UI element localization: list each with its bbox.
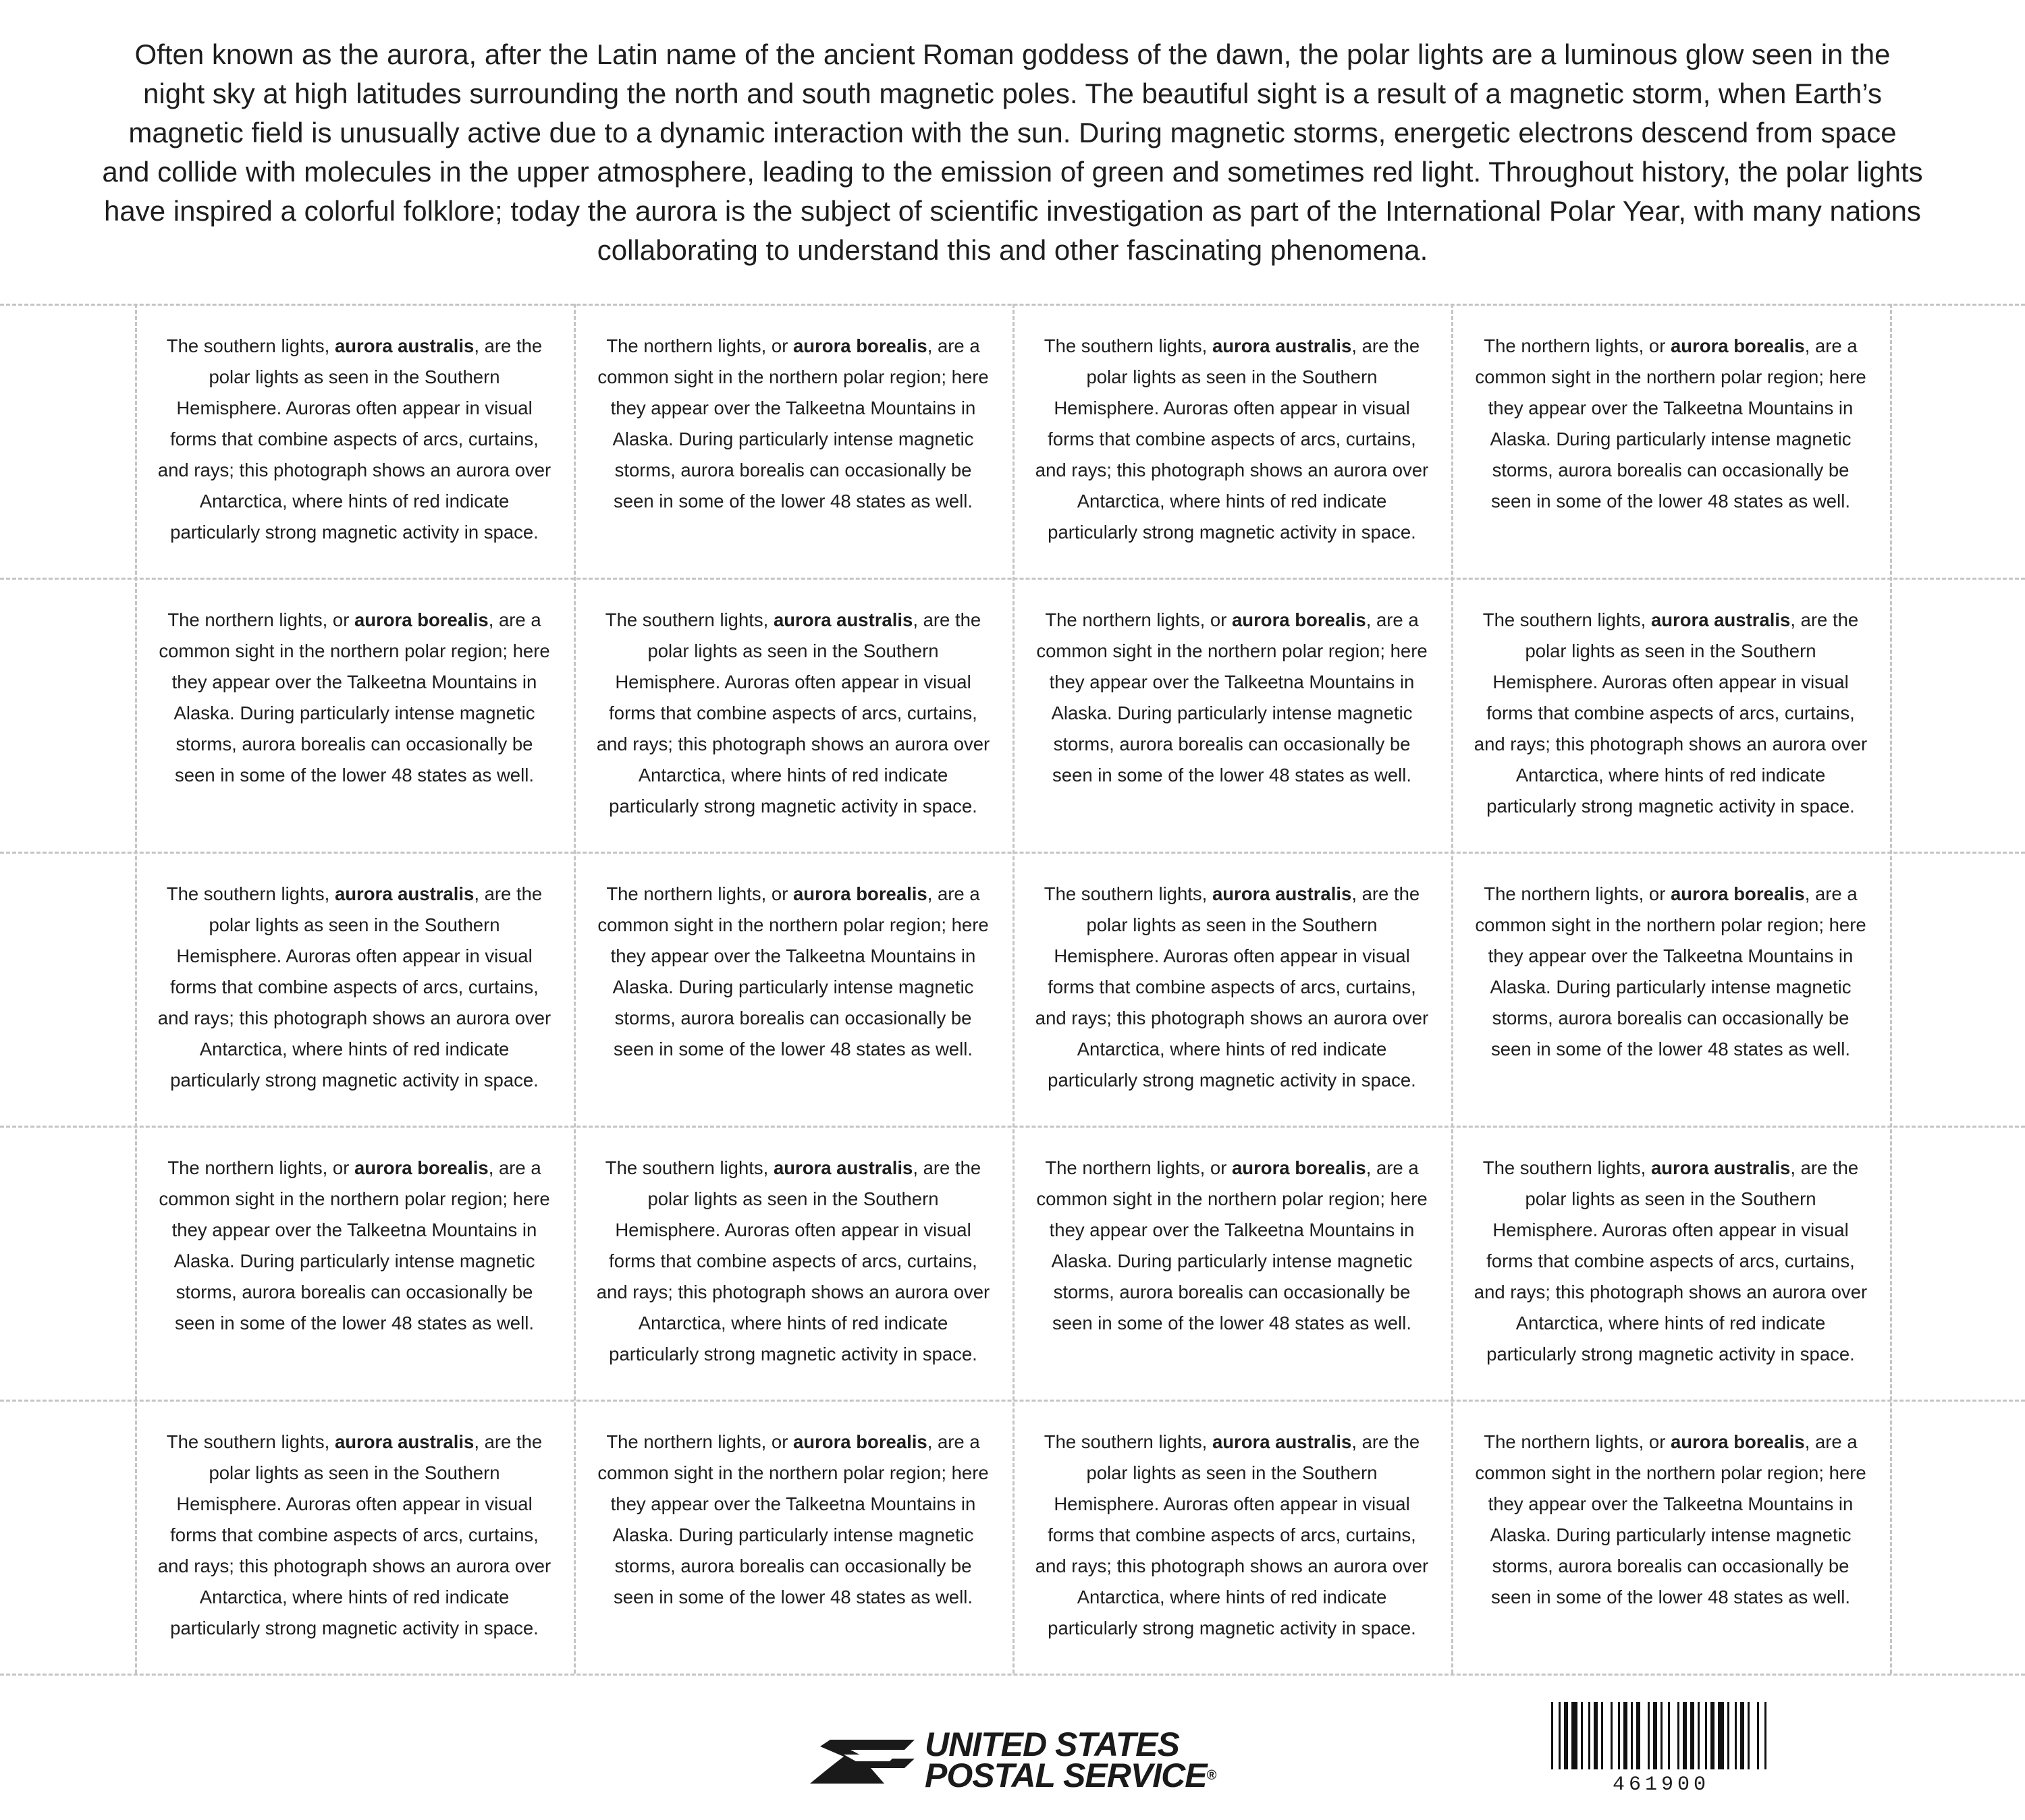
barcode-bar xyxy=(1683,1702,1687,1769)
caption-text: The southern lights, xyxy=(1482,1157,1651,1178)
caption-text: , are the polar lights as seen in the Southern Hemisphere. Auroras often appear in visual forms that combine aspects of arcs, curtains, and rays; this photograph shows an aurora over Antarctica, where hints of red indicate particularly strong magnetic activity in space. xyxy=(1474,1157,1868,1364)
caption-text: , are the polar lights as seen in the Southern Hemisphere. Auroras often appear in visual forms that combine aspects of arcs, curtains, and rays; this photograph shows an aurora over Antarctica, where hints of red indicate particularly strong magnetic activity in space. xyxy=(1035,1431,1429,1638)
caption-text: , are the polar lights as seen in the Southern Hemisphere. Auroras often appear in visual forms that combine aspects of arcs, curtains, and rays; this photograph shows an aurora over Antarctica, where hints of red indicate particularly strong magnetic activity in space. xyxy=(157,1431,551,1638)
caption-bold-term: aurora australis xyxy=(334,1431,475,1452)
caption-text: The southern lights, xyxy=(166,883,335,904)
perforation-line xyxy=(1890,304,1892,1674)
stamp-caption-cell xyxy=(1013,304,1451,578)
caption-borealis xyxy=(155,1153,554,1339)
stamp-caption-cell xyxy=(574,578,1013,852)
stamp-caption-cell xyxy=(1451,1126,1890,1400)
usps-eagle-icon xyxy=(803,1726,918,1794)
caption-text: , are a common sight in the northern polar region; here they appear over the Talkeetna Mountains in Alaska. During particularly intense magnetic storms, aurora borealis can occasionally be seen in some of the lower 48 states as well. xyxy=(1475,1431,1866,1607)
stamp-caption-cell xyxy=(1451,1400,1890,1674)
caption-borealis xyxy=(1472,1427,1870,1613)
caption-text: The northern lights, or xyxy=(1045,609,1232,630)
caption-text: , are a common sight in the northern polar region; here they appear over the Talkeetna Mountains in Alaska. During particularly intense magnetic storms, aurora borealis can occasionally be seen in some of the lower 48 states as well. xyxy=(1475,335,1866,512)
caption-text: , are the polar lights as seen in the Southern Hemisphere. Auroras often appear in visual forms that combine aspects of arcs, curtains, and rays; this photograph shows an aurora over Antarctica, where hints of red indicate particularly strong magnetic activity in space. xyxy=(596,1157,990,1364)
barcode-bar xyxy=(1594,1702,1598,1769)
caption-australis xyxy=(155,879,554,1096)
barcode-bar xyxy=(1677,1702,1679,1769)
stamp-caption-cell xyxy=(1013,1126,1451,1400)
caption-text: The southern lights, xyxy=(605,1157,774,1178)
barcode-number: 461900 xyxy=(1612,1773,1710,1796)
caption-text: , are a common sight in the northern polar region; here they appear over the Talkeetna Mountains in Alaska. During particularly intense magnetic storms, aurora borealis can occasionally be seen in some of the lower 48 states as well. xyxy=(597,335,989,512)
caption-borealis xyxy=(1033,1153,1431,1339)
caption-bold-term: aurora borealis xyxy=(1232,609,1366,630)
caption-text: The northern lights, or xyxy=(1484,1431,1671,1452)
caption-text: The northern lights, or xyxy=(1484,335,1671,356)
caption-text: The southern lights, xyxy=(1044,883,1212,904)
caption-text: The southern lights, xyxy=(1482,609,1651,630)
stamp-caption-cell xyxy=(574,304,1013,578)
caption-text: The northern lights, or xyxy=(606,1431,793,1452)
caption-text: The northern lights, or xyxy=(167,609,354,630)
caption-bold-term: aurora australis xyxy=(773,1157,913,1178)
barcode-bar xyxy=(1611,1702,1613,1769)
caption-text: , are the polar lights as seen in the Southern Hemisphere. Auroras often appear in visual forms that combine aspects of arcs, curtains, and rays; this photograph shows an aurora over Antarctica, where hints of red indicate particularly strong magnetic activity in space. xyxy=(596,609,990,817)
caption-australis xyxy=(1472,1153,1870,1370)
caption-australis xyxy=(1033,1427,1431,1644)
caption-text: , are a common sight in the northern polar region; here they appear over the Talkeetna Mountains in Alaska. During particularly intense magnetic storms, aurora borealis can occasionally be seen in some of the lower 48 states as well. xyxy=(597,883,989,1059)
barcode-bar xyxy=(1601,1702,1603,1769)
barcode-bar xyxy=(1653,1702,1657,1769)
caption-text: , are the polar lights as seen in the Southern Hemisphere. Auroras often appear in visual forms that combine aspects of arcs, curtains, and rays; this photograph shows an aurora over Antarctica, where hints of red indicate particularly strong magnetic activity in space. xyxy=(157,883,551,1091)
barcode-bar xyxy=(1551,1702,1553,1769)
usps-wordmark xyxy=(925,1726,1216,1794)
barcode-bar xyxy=(1710,1702,1714,1769)
caption-borealis xyxy=(594,879,992,1065)
barcode-bar xyxy=(1764,1702,1766,1769)
barcode-bar xyxy=(1690,1702,1694,1769)
caption-text: , are a common sight in the northern polar region; here they appear over the Talkeetna Mountains in Alaska. During particularly intense magnetic storms, aurora borealis can occasionally be seen in some of the lower 48 states as well. xyxy=(159,609,550,785)
caption-text: The northern lights, or xyxy=(606,883,793,904)
stamp-caption-cell xyxy=(135,1400,574,1674)
caption-text: , are a common sight in the northern polar region; here they appear over the Talkeetna Mountains in Alaska. During particularly intense magnetic storms, aurora borealis can occasionally be seen in some of the lower 48 states as well. xyxy=(159,1157,550,1333)
caption-bold-term: aurora borealis xyxy=(354,609,489,630)
barcode-bar xyxy=(1748,1702,1750,1769)
caption-text: The northern lights, or xyxy=(1045,1157,1232,1178)
caption-borealis xyxy=(1472,331,1870,517)
caption-text: The southern lights, xyxy=(1044,335,1212,356)
caption-australis xyxy=(155,331,554,548)
intro-paragraph: Often known as the aurora, after the Latin name of the ancient Roman goddess of the dawn, the polar lights are a luminous glow seen in the night sky at high latitudes surrounding the north and south magnetic poles. The beautiful sight is a result of a magnetic storm, when Earth’s magnetic field is unusually active due to a dynamic interaction with the sun. During magnetic storms, energetic electrons descend from space and collide with molecules in the upper atmosphere, leading to the emission of green and sometimes red light. Throughout history, the polar lights have inspired a colorful folklore; today the aurora is the subject of scientific investigation as part of the International Polar Year, with many nations collaborating to understand this and other fascinating phenomena. xyxy=(102,38,1923,266)
caption-australis xyxy=(594,605,992,822)
usps-line-1: UNITED STATES xyxy=(925,1726,1179,1763)
registered-mark: ® xyxy=(1206,1768,1216,1783)
barcode-bar xyxy=(1718,1702,1724,1769)
barcode-bar xyxy=(1660,1702,1663,1769)
caption-bold-term: aurora borealis xyxy=(1671,335,1805,356)
stamp-caption-cell xyxy=(135,304,574,578)
caption-text: The northern lights, or xyxy=(606,335,793,356)
stamp-caption-cell xyxy=(1451,578,1890,852)
stamp-caption-cell xyxy=(574,852,1013,1126)
caption-australis xyxy=(594,1153,992,1370)
barcode-bar xyxy=(1735,1702,1737,1769)
perforation-line xyxy=(0,1674,2025,1676)
stamp-caption-cell xyxy=(135,578,574,852)
caption-text: , are a common sight in the northern polar region; here they appear over the Talkeetna Mountains in Alaska. During particularly intense magnetic storms, aurora borealis can occasionally be seen in some of the lower 48 states as well. xyxy=(1036,1157,1428,1333)
stamp-caption-cell xyxy=(135,852,574,1126)
caption-bold-term: aurora borealis xyxy=(354,1157,489,1178)
caption-bold-term: aurora borealis xyxy=(793,335,927,356)
barcode-bar xyxy=(1623,1702,1627,1769)
caption-borealis xyxy=(1472,879,1870,1065)
caption-borealis xyxy=(594,331,992,517)
caption-text: , are the polar lights as seen in the Southern Hemisphere. Auroras often appear in visual forms that combine aspects of arcs, curtains, and rays; this photograph shows an aurora over Antarctica, where hints of red indicate particularly strong magnetic activity in space. xyxy=(157,335,551,543)
caption-text: , are a common sight in the northern polar region; here they appear over the Talkeetna Mountains in Alaska. During particularly intense magnetic storms, aurora borealis can occasionally be seen in some of the lower 48 states as well. xyxy=(597,1431,989,1607)
barcode-bars xyxy=(1550,1702,1773,1769)
caption-bold-term: aurora borealis xyxy=(1671,1431,1805,1452)
barcode-bar xyxy=(1631,1702,1633,1769)
barcode-bar xyxy=(1698,1702,1700,1769)
barcode-bar xyxy=(1588,1702,1590,1769)
caption-bold-term: aurora australis xyxy=(1650,1157,1791,1178)
caption-borealis xyxy=(155,605,554,791)
barcode-bar xyxy=(1564,1702,1568,1769)
barcode-bar xyxy=(1727,1702,1729,1769)
caption-bold-term: aurora borealis xyxy=(793,883,927,904)
caption-bold-term: aurora borealis xyxy=(1671,883,1805,904)
usps-line-2: POSTAL SERVICE xyxy=(925,1757,1207,1794)
stamp-caption-cell xyxy=(574,1126,1013,1400)
caption-borealis xyxy=(594,1427,992,1613)
caption-text: The southern lights, xyxy=(166,1431,335,1452)
barcode-bar xyxy=(1559,1702,1561,1769)
caption-text: , are the polar lights as seen in the Southern Hemisphere. Auroras often appear in visual forms that combine aspects of arcs, curtains, and rays; this photograph shows an aurora over Antarctica, where hints of red indicate particularly strong magnetic activity in space. xyxy=(1035,335,1429,543)
caption-bold-term: aurora australis xyxy=(334,883,475,904)
caption-bold-term: aurora australis xyxy=(773,609,913,630)
barcode xyxy=(1550,1702,1773,1803)
stamp-caption-cell xyxy=(1013,852,1451,1126)
caption-bold-term: aurora borealis xyxy=(793,1431,927,1452)
caption-bold-term: aurora australis xyxy=(334,335,475,356)
caption-bold-term: aurora australis xyxy=(1212,1431,1352,1452)
barcode-bar xyxy=(1618,1702,1620,1769)
caption-text: , are the polar lights as seen in the Southern Hemisphere. Auroras often appear in visual forms that combine aspects of arcs, curtains, and rays; this photograph shows an aurora over Antarctica, where hints of red indicate particularly strong magnetic activity in space. xyxy=(1474,609,1868,817)
caption-text: The northern lights, or xyxy=(1484,883,1671,904)
barcode-bar xyxy=(1705,1702,1707,1769)
usps-logo xyxy=(803,1726,1222,1794)
caption-australis xyxy=(1033,331,1431,548)
caption-bold-term: aurora borealis xyxy=(1232,1157,1366,1178)
stamp-caption-cell xyxy=(1013,1400,1451,1674)
stamp-caption-cell xyxy=(1013,578,1451,852)
stamp-caption-grid xyxy=(135,304,1890,1674)
caption-bold-term: aurora australis xyxy=(1650,609,1791,630)
caption-text: The southern lights, xyxy=(1044,1431,1212,1452)
barcode-bar xyxy=(1757,1702,1759,1769)
stamp-caption-cell xyxy=(1451,304,1890,578)
stamp-caption-cell xyxy=(135,1126,574,1400)
caption-bold-term: aurora australis xyxy=(1212,335,1352,356)
barcode-bar xyxy=(1648,1702,1650,1769)
barcode-bar xyxy=(1740,1702,1744,1769)
caption-text: The southern lights, xyxy=(605,609,774,630)
barcode-bar xyxy=(1581,1702,1583,1769)
stamp-caption-cell xyxy=(574,1400,1013,1674)
stamp-caption-cell xyxy=(1451,852,1890,1126)
caption-text: , are the polar lights as seen in the Southern Hemisphere. Auroras often appear in visual forms that combine aspects of arcs, curtains, and rays; this photograph shows an aurora over Antarctica, where hints of red indicate particularly strong magnetic activity in space. xyxy=(1035,883,1429,1091)
caption-bold-term: aurora australis xyxy=(1212,883,1352,904)
caption-text: The northern lights, or xyxy=(167,1157,354,1178)
caption-text: , are a common sight in the northern polar region; here they appear over the Talkeetna Mountains in Alaska. During particularly intense magnetic storms, aurora borealis can occasionally be seen in some of the lower 48 states as well. xyxy=(1036,609,1428,785)
caption-australis xyxy=(1472,605,1870,822)
caption-text: , are a common sight in the northern polar region; here they appear over the Talkeetna Mountains in Alaska. During particularly intense magnetic storms, aurora borealis can occasionally be seen in some of the lower 48 states as well. xyxy=(1475,883,1866,1059)
caption-australis xyxy=(1033,879,1431,1096)
barcode-bar xyxy=(1571,1702,1577,1769)
caption-text: The southern lights, xyxy=(166,335,335,356)
caption-australis xyxy=(155,1427,554,1644)
barcode-bar xyxy=(1636,1702,1640,1769)
caption-borealis xyxy=(1033,605,1431,791)
barcode-bar xyxy=(1668,1702,1670,1769)
